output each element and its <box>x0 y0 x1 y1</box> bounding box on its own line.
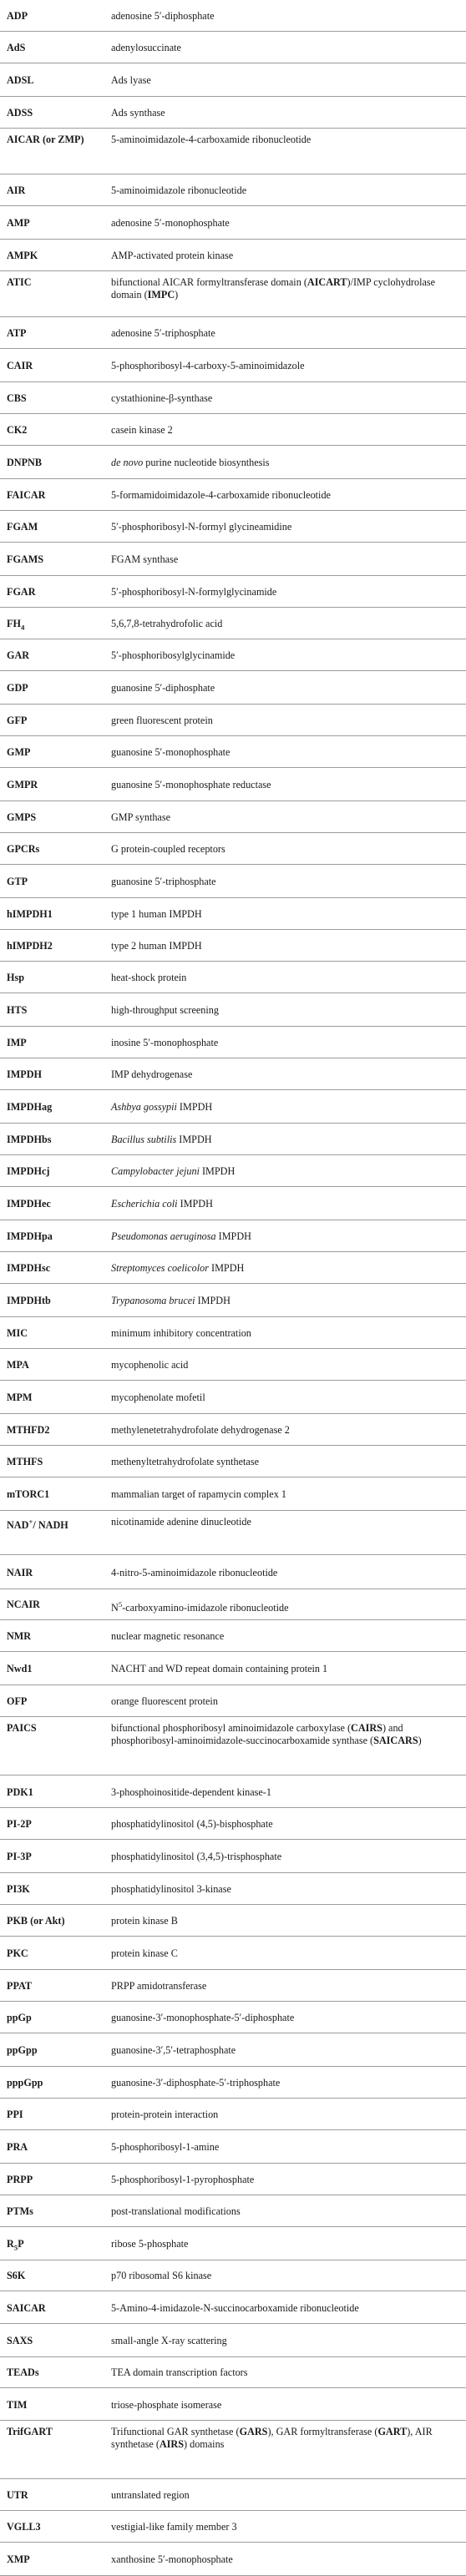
abbreviation-term: GDP <box>7 682 28 694</box>
abbreviation-term: IMPDHcj <box>7 1165 50 1177</box>
abbreviation-definition: adenosine 5′-monophosphate <box>111 217 230 229</box>
abbreviation-definition: casein kinase 2 <box>111 424 173 436</box>
abbreviation-definition: Streptomyces coelicolor IMPDH <box>111 1262 245 1274</box>
abbreviation-term: HTS <box>7 1004 28 1016</box>
glossary-row <box>0 2164 466 2195</box>
glossary-row <box>0 639 466 671</box>
abbreviation-term: DNPNB <box>7 457 42 468</box>
glossary-row <box>0 414 466 446</box>
abbreviation-term: CK2 <box>7 424 28 436</box>
abbreviation-term: TEADs <box>7 2366 39 2378</box>
abbreviation-definition: nuclear magnetic resonance <box>111 1630 225 1642</box>
abbreviation-definition: guanosine 5′-monophosphate <box>111 746 230 758</box>
glossary-row <box>0 1220 466 1252</box>
abbreviation-term: PAICS <box>7 1722 37 1734</box>
glossary-row <box>0 511 466 543</box>
glossary-row <box>0 2479 466 2511</box>
glossary-row <box>0 1090 466 1124</box>
abbreviation-definition: post-translational modifications <box>111 2205 241 2217</box>
glossary-row <box>0 0 466 32</box>
abbreviation-definition: type 2 human IMPDH <box>111 940 202 952</box>
abbreviation-term: SAICAR <box>7 2302 46 2314</box>
glossary-row <box>0 1937 466 1970</box>
glossary-row <box>0 576 466 608</box>
abbreviation-definition: PRPP amidotransferase <box>111 1980 207 1992</box>
abbreviation-definition: heat-shock protein <box>111 972 187 983</box>
abbreviation-term: PI3K <box>7 1883 30 1895</box>
abbreviation-definition: 5-phosphoribosyl-4-carboxy-5-aminoimidazole <box>111 360 305 371</box>
glossary-row <box>0 1187 466 1220</box>
abbreviation-term: IMPDHag <box>7 1101 53 1113</box>
glossary-row <box>0 2324 466 2357</box>
abbreviation-definition: Ads lyase <box>111 74 151 86</box>
abbreviation-term: MTHFS <box>7 1456 43 1467</box>
abbreviation-definition: de novo purine nucleotide biosynthesis <box>111 457 270 468</box>
abbreviation-term: GFP <box>7 715 28 726</box>
glossary-row <box>0 993 466 1027</box>
glossary-row <box>0 833 466 865</box>
abbreviation-term: IMPDH <box>7 1068 42 1080</box>
abbreviation-definition: protein-protein interaction <box>111 2109 219 2120</box>
glossary-row <box>0 206 466 240</box>
abbreviation-definition: xanthosine 5′-monophosphate <box>111 2553 233 2565</box>
abbreviation-definition: Ads synthase <box>111 107 165 119</box>
abbreviation-term: hIMPDH2 <box>7 940 53 952</box>
abbreviation-term: IMP <box>7 1037 27 1048</box>
glossary-row <box>0 129 466 174</box>
abbreviation-definition: ribose 5-phosphate <box>111 2238 189 2250</box>
glossary-row <box>0 736 466 768</box>
glossary-row <box>0 97 466 129</box>
abbreviation-term: NAD+/ NADH <box>7 1518 68 1532</box>
abbreviation-term: IMPDHbs <box>7 1134 52 1145</box>
abbreviation-definition: Trypanosoma brucei IMPDH <box>111 1295 230 1306</box>
abbreviation-term: MIC <box>7 1327 28 1339</box>
abbreviation-definition: phosphatidylinositol (3,4,5)-trisphosphate <box>111 1851 282 1862</box>
glossary-row <box>0 2227 466 2260</box>
abbreviation-term: GMPR <box>7 779 38 790</box>
abbreviation-term: ppGp <box>7 2012 32 2023</box>
glossary-row <box>0 2002 466 2033</box>
glossary-row <box>0 317 466 349</box>
glossary-row <box>0 446 466 479</box>
abbreviation-definition: bifunctional phosphoribosyl aminoimidazole carboxylase (CAIRS) and phosphoribosyl-aminoimidazole-succinocarboxamide synthase (SAICARS) <box>111 1722 422 1746</box>
abbreviation-definition: methylenetetrahydrofolate dehydrogenase 2 <box>111 1424 290 1436</box>
abbreviation-term: GMP <box>7 746 31 758</box>
abbreviation-term: PRPP <box>7 2174 33 2185</box>
abbreviation-definition: phosphatidylinositol (4,5)-bisphosphate <box>111 1818 273 1830</box>
abbreviation-term: GTP <box>7 876 28 887</box>
abbreviation-definition: adenylosuccinate <box>111 42 181 53</box>
abbreviation-definition: 5′-phosphoribosyl-N-formyl glycineamidine <box>111 521 292 533</box>
abbreviation-definition: protein kinase B <box>111 1915 178 1927</box>
abbreviation-term: CBS <box>7 392 27 404</box>
abbreviation-term: Hsp <box>7 972 25 983</box>
abbreviation-definition: orange fluorescent protein <box>111 1695 218 1707</box>
glossary-row <box>0 349 466 382</box>
glossary-row <box>0 2511 466 2543</box>
abbreviation-definition: cystathionine-β-synthase <box>111 392 213 404</box>
abbreviation-definition: 5-formamidoimidazole-4-carboxamide ribonucleotide <box>111 489 331 501</box>
abbreviation-term: SAXS <box>7 2335 33 2346</box>
abbreviation-definition: guanosine-3′-diphosphate-5′-triphosphate <box>111 2077 281 2089</box>
abbreviation-definition: phosphatidylinositol 3-kinase <box>111 1883 231 1895</box>
glossary-row <box>0 865 466 898</box>
abbreviation-definition: 5-Amino-4-imidazole-N-succinocarboxamide ribonucleotide <box>111 2302 359 2314</box>
abbreviation-term: FGAM <box>7 521 38 533</box>
glossary-row <box>0 240 466 271</box>
abbreviation-term: ADP <box>7 10 28 22</box>
abbreviation-term: IMPDHtb <box>7 1295 51 1306</box>
glossary-row <box>0 801 466 833</box>
abbreviation-term: pppGpp <box>7 2077 43 2089</box>
abbreviation-definition: methenyltetrahydrofolate synthetase <box>111 1456 259 1467</box>
abbreviation-term: FGAR <box>7 586 36 598</box>
glossary-row <box>0 382 466 414</box>
abbreviation-term: PKB (or Akt) <box>7 1915 65 1927</box>
abbreviation-term: $R_5P$ <box>7 2238 24 2252</box>
abbreviation-term: PRA <box>7 2141 28 2153</box>
abbreviation-term: UTR <box>7 2489 28 2501</box>
abbreviation-definition: IMP dehydrogenase <box>111 1068 193 1080</box>
abbreviation-term: PKC <box>7 1947 28 1959</box>
abbreviation-definition: 5-aminoimidazole ribonucleotide <box>111 184 247 196</box>
glossary-row <box>0 2099 466 2130</box>
glossary-row <box>0 1317 466 1349</box>
glossary-row <box>0 1620 466 1652</box>
glossary-row <box>0 32 466 63</box>
abbreviation-definition: FGAM synthase <box>111 553 179 565</box>
glossary-row <box>0 1027 466 1058</box>
abbreviation-definition: mammalian target of rapamycin complex 1 <box>111 1488 286 1500</box>
glossary-row <box>0 1808 466 1840</box>
glossary-row <box>0 2292 466 2324</box>
abbreviation-definition: Pseudomonas aeruginosa IMPDH <box>111 1230 251 1242</box>
glossary-row <box>0 1589 466 1620</box>
glossary-row <box>0 1446 466 1477</box>
abbreviation-definition: Escherichia coli IMPDH <box>111 1198 213 1210</box>
glossary-row <box>0 2067 466 2099</box>
abbreviation-definition: green fluorescent protein <box>111 715 213 726</box>
glossary-row <box>0 1124 466 1155</box>
abbreviation-term: AMPK <box>7 250 38 261</box>
glossary-row <box>0 1058 466 1090</box>
glossary-row <box>0 2389 466 2421</box>
abbreviation-term: GAR <box>7 649 30 661</box>
abbreviation-term: VGLL3 <box>7 2521 41 2533</box>
abbreviation-definition: type 1 human IMPDH <box>111 908 202 920</box>
glossary-row <box>0 768 466 801</box>
abbreviation-term: Nwd1 <box>7 1663 33 1674</box>
abbreviation-definition: protein kinase C <box>111 1947 178 1959</box>
glossary-row <box>0 1477 466 1511</box>
abbreviation-term: ppGpp <box>7 2044 38 2056</box>
glossary-row <box>0 1873 466 1905</box>
glossary-row <box>0 1652 466 1685</box>
abbreviation-definition: untranslated region <box>111 2489 190 2501</box>
abbreviation-term: FAICAR <box>7 489 46 501</box>
abbreviation-definition: G protein-coupled receptors <box>111 843 225 855</box>
abbreviation-term: PDK1 <box>7 1786 33 1798</box>
glossary-row <box>0 543 466 576</box>
glossary-row <box>0 898 466 930</box>
abbreviation-definition: 5-phosphoribosyl-1-pyrophosphate <box>111 2174 255 2185</box>
glossary-row <box>0 479 466 511</box>
abbreviation-term: PTMs <box>7 2205 33 2217</box>
abbreviation-definition: Trifunctional GAR synthetase (GARS), GAR formyltransferase (GART), AIR synthetase (AIRS) domains <box>111 2426 433 2450</box>
abbreviation-term: IMPDHpa <box>7 1230 53 1242</box>
glossary-row <box>0 2195 466 2227</box>
abbreviation-term: hIMPDH1 <box>7 908 53 920</box>
abbreviation-definition: nicotinamide adenine dinucleotide <box>111 1516 251 1528</box>
abbreviation-definition: inosine 5′-monophosphate <box>111 1037 219 1048</box>
abbreviation-term: mTORC1 <box>7 1488 50 1500</box>
abbreviation-term: NAIR <box>7 1567 33 1578</box>
abbreviation-term: CAIR <box>7 360 33 371</box>
glossary-row <box>0 2421 466 2479</box>
abbreviation-term: AICAR (or ZMP) <box>7 134 84 145</box>
glossary-row <box>0 1905 466 1937</box>
abbreviation-definition: mycophenolic acid <box>111 1359 189 1371</box>
glossary-row <box>0 1717 466 1775</box>
abbreviation-term: AdS <box>7 42 26 53</box>
glossary-row <box>0 1349 466 1381</box>
glossary-row <box>0 962 466 993</box>
abbreviation-term: ADSS <box>7 107 33 119</box>
glossary-row <box>0 1970 466 2002</box>
abbreviation-definition: guanosine 5′-monophosphate reductase <box>111 779 271 790</box>
glossary-row <box>0 1511 466 1555</box>
glossary-row <box>0 63 466 97</box>
abbreviation-term: AMP <box>7 217 30 229</box>
glossary-row <box>0 2260 466 2291</box>
abbreviation-definition: mycophenolate mofetil <box>111 1392 205 1403</box>
abbreviation-definition: high-throughput screening <box>111 1004 219 1016</box>
abbreviation-term: PPAT <box>7 1980 33 1992</box>
abbreviation-definition: Bacillus subtilis IMPDH <box>111 1134 212 1145</box>
abbreviation-term: GMPS <box>7 811 37 823</box>
glossary-row <box>0 2356 466 2388</box>
glossary-row <box>0 608 466 639</box>
abbreviation-definition: bifunctional AICAR formyltransferase domain (AICART)/IMP cyclohydrolase domain (IMPC) <box>111 276 436 301</box>
abbreviation-definition: small-angle X-ray scattering <box>111 2335 227 2346</box>
abbreviation-definition: vestigial-like family member 3 <box>111 2521 237 2533</box>
glossary-row <box>0 1284 466 1317</box>
glossary-row <box>0 1381 466 1414</box>
abbreviation-term: PI-3P <box>7 1851 32 1862</box>
abbreviation-term: XMP <box>7 2553 30 2565</box>
glossary-row <box>0 1685 466 1717</box>
glossary-row <box>0 705 466 736</box>
abbreviation-definition: Ashbya gossypii IMPDH <box>111 1101 213 1113</box>
glossary-row <box>0 1155 466 1187</box>
abbreviation-definition: Campylobacter jejuni IMPDH <box>111 1165 236 1177</box>
abbreviation-term: PPI <box>7 2109 23 2120</box>
abbreviation-definition: guanosine-3′,5′-tetraphosphate <box>111 2044 236 2056</box>
abbreviation-definition: guanosine 5′-diphosphate <box>111 682 215 694</box>
abbreviation-definition: adenosine 5′-diphosphate <box>111 10 215 22</box>
abbreviation-definition: 4-nitro-5-aminoimidazole ribonucleotide <box>111 1567 278 1578</box>
glossary-row <box>0 1252 466 1284</box>
abbreviation-definition: guanosine 5′-triphosphate <box>111 876 216 887</box>
abbreviation-term: AIR <box>7 184 26 196</box>
glossary-row <box>0 1414 466 1446</box>
abbreviation-definition: 5-aminoimidazole-4-carboxamide ribonucleotide <box>111 134 312 145</box>
abbreviation-term: MPA <box>7 1359 29 1371</box>
glossary-row <box>0 2130 466 2164</box>
abbreviation-definition: minimum inhibitory concentration <box>111 1327 251 1339</box>
glossary-row <box>0 930 466 962</box>
abbreviation-term: FGAMS <box>7 553 44 565</box>
abbreviation-term: GPCRs <box>7 843 40 855</box>
glossary-row <box>0 174 466 206</box>
abbreviation-term: PI-2P <box>7 1818 32 1830</box>
abbreviation-term: OFP <box>7 1695 28 1707</box>
glossary-row <box>0 1840 466 1873</box>
glossary-row <box>0 2033 466 2067</box>
abbreviation-definition: AMP-activated protein kinase <box>111 250 234 261</box>
abbreviation-definition: 5,6,7,8-tetrahydrofolic acid <box>111 618 223 629</box>
glossary-row <box>0 271 466 317</box>
abbreviation-definition: $N^5-carboxyamino$-imidazole ribonucleotide <box>111 1600 289 1614</box>
glossary-row <box>0 1556 466 1589</box>
abbreviation-term: TIM <box>7 2399 28 2411</box>
abbreviation-term: ATP <box>7 327 27 339</box>
abbreviation-term: ATIC <box>7 276 32 288</box>
abbreviation-term: MTHFD2 <box>7 1424 50 1436</box>
abbreviation-term: TrifGART <box>7 2426 53 2437</box>
abbreviation-definition: adenosine 5′-triphosphate <box>111 327 215 339</box>
abbreviation-term: MPM <box>7 1392 33 1403</box>
abbreviation-definition: GMP synthase <box>111 811 170 823</box>
abbreviation-term: NMR <box>7 1630 32 1642</box>
abbreviation-definition: 3-phosphoinositide-dependent kinase-1 <box>111 1786 271 1798</box>
abbreviation-term: $FH_4$ <box>7 618 25 632</box>
abbreviation-definition: 5′-phosphoribosyl-N-formylglycinamide <box>111 586 277 598</box>
abbreviation-definition: 5′-phosphoribosylglycinamide <box>111 649 236 661</box>
abbreviation-definition: NACHT and WD repeat domain containing protein 1 <box>111 1663 328 1674</box>
abbreviation-term: IMPDHec <box>7 1198 51 1210</box>
abbreviation-definition: 5-phosphoribosyl-1-amine <box>111 2141 220 2153</box>
glossary-row <box>0 671 466 705</box>
glossary-row <box>0 2543 466 2576</box>
abbreviation-term: IMPDHsc <box>7 1262 51 1274</box>
abbreviation-term: NCAIR <box>7 1599 40 1610</box>
glossary-row <box>0 1776 466 1808</box>
abbreviation-term: S6K <box>7 2270 26 2281</box>
abbreviation-definition: guanosine-3′-monophosphate-5′-diphosphate <box>111 2012 295 2023</box>
abbreviation-definition: triose-phosphate isomerase <box>111 2399 222 2411</box>
abbreviation-definition: TEA domain transcription factors <box>111 2366 248 2378</box>
abbreviation-term: ADSL <box>7 74 34 86</box>
abbreviation-definition: p70 ribosomal S6 kinase <box>111 2270 212 2281</box>
